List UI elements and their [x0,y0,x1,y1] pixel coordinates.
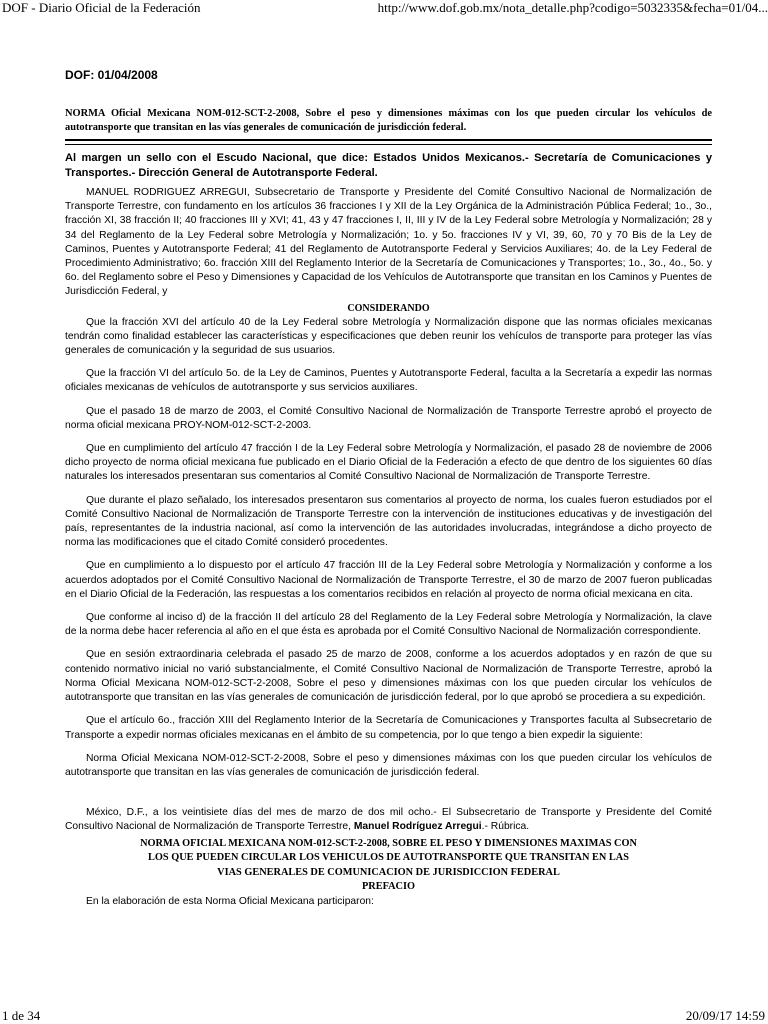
signature-paragraph [65,806,712,834]
signature-rubrica: .- Rúbrica. [481,821,530,833]
print-footer [0,1008,768,1024]
print-header-url: http://www.dof.gob.mx/nota_detalle.php?codigo=5032335&fecha=01/04... [377,0,768,15]
considerando-heading: CONSIDERANDO [347,302,430,314]
considerando-paragraph: Que en sesión extraordinaria celebrada el pasado 25 de marzo de 2008, conforme a los acuerdos adoptados y en razón de que su contenido normativo inicial no varió substancialmente, el Comité Consultivo Nacional de Normalización de Transporte Terrestre, aprobó la Norma Oficial Mexicana NOM-012-SCT-2-2008, Sobre el peso y dimensiones máximas con los que pueden circular los vehículos de autotransporte que transitan en las vías generales de comunicación de jurisdicción federal, por lo que aprobó se procediera a su expedición. [65,649,712,704]
section-spacer [65,789,712,806]
print-header-title: DOF - Diario Oficial de la Federación [2,0,201,15]
title-divider-thick [65,139,712,141]
document-title: NORMA Oficial Mexicana NOM-012-SCT-2-2008, Sobre el peso y dimensiones máximas con los que pueden circular los vehículos de autotransporte que transitan en las vías generales de comunicación de jurisdicción federal. [65,108,712,133]
print-header [0,0,768,16]
considerando-paragraph: Que el pasado 18 de marzo de 2003, el Comité Consultivo Nacional de Normalización de Transporte Terrestre aprobó el proyecto de norma oficial mexicana PROY-NOM-012-SCT-2-2003. [65,405,712,431]
considerando-paragraph: Que en cumplimiento a lo dispuesto por el artículo 47 fracción III de la Ley Federal sobre Metrología y Normalización y conforme a los acuerdos adoptados por el Comité Consultivo Nacional de Normalización de Transporte Terrestre, el 30 de marzo de 2007 fueron publicadas en el Diario Oficial de la Federación, las respuestas a los comentarios recibidos en relación al proyecto de norma oficial mexicana en cita. [65,560,712,600]
norma-heading [65,837,712,895]
print-timestamp: 20/09/17 14:59 [685,1008,765,1023]
signature-text: México, D.F., a los veintisiete días del mes de marzo de dos mil ocho.- El Subsecretario de Transporte y Presidente del Comité Consultivo Nacional de Normalización de Transporte Terrestre, [65,807,712,833]
considerando-paragraph: Que conforme al inciso d) de la fracción II del artículo 28 del Reglamento de la Ley Federal sobre Metrología y Normalización, la clave de la norma debe hacer referencia al año en el que ésta es aprobada por el Comité Consultivo Nacional de Normalización correspondiente. [65,612,712,638]
norma-heading-line: LOS QUE PUEDEN CIRCULAR LOS VEHICULOS DE AUTOTRANSPORTE QUE TRANSITAN EN LAS [148,852,629,864]
considerando-paragraph: Que durante el plazo señalado, los interesados presentaron sus comentarios al proyecto de norma, los cuales fueron estudiados por el Comité Consultivo Nacional de Normalización de Transporte Terrestre con la intervención de instituciones educativas y de investigación del país, representantes de la industria nacional, así como la intervención de las autoridades involucradas, integrándose a dicho proyecto de norma las modificaciones que el citado Comité consideró procedentes. [65,494,712,549]
prefacio-heading: PREFACIO [361,881,415,893]
dof-date: DOF: 01/04/2008 [65,68,158,82]
margin-note: Al margen un sello con el Escudo Nacional, que dice: Estados Unidos Mexicanos.- Secretaría de Comunicaciones y Transportes.- Dirección General de Autotransporte Federal. [65,152,712,179]
signatory-name: Manuel Rodríguez Arregui [353,821,482,833]
title-divider-thin [65,144,712,145]
document-page [65,68,712,909]
norma-heading-line: NORMA OFICIAL MEXICANA NOM-012-SCT-2-2008, SOBRE EL PESO Y DIMENSIONES MAXIMAS CON [140,837,637,849]
prefacio-text: En la elaboración de esta Norma Oficial Mexicana participaron: [86,895,374,907]
page-number: 1 de 34 [2,1008,41,1023]
norma-name-paragraph: Norma Oficial Mexicana NOM-012-SCT-2-2008, Sobre el peso y dimensiones máximas con los que pueden circular los vehículos de autotransporte que transitan en las vías generales de comunicación de jurisdicción federal. [65,752,712,778]
considerando-paragraph: Que el artículo 6o., fracción XIII del Reglamento Interior de la Secretaría de Comunicaciones y Transportes faculta al Subsecretario de Transporte a expedir normas oficiales mexicanas en el ámbito de su competencia, por lo que tengo a bien expedir la siguiente: [65,715,712,741]
norma-heading-line: VIAS GENERALES DE COMUNICACION DE JURISDICCION FEDERAL [217,866,560,878]
considerando-paragraph: Que la fracción XVI del artículo 40 de la Ley Federal sobre Metrología y Normalización dispone que las normas oficiales mexicanas tendrán como finalidad establecer las características y especificaciones que deben reunir los vehículos de transporte para proteger las vías generales de comunicación y la seguridad de sus usuarios. [65,316,712,357]
considerando-paragraph: Que en cumplimiento del artículo 47 fracción I de la Ley Federal sobre Metrología y Normalización, el pasado 28 de noviembre de 2006 dicho proyecto de norma oficial mexicana fue publicado en el Diario Oficial de la Federación a efecto de que dentro de los siguientes 60 días naturales los interesados presentaran sus comentarios al Comité Consultivo Nacional de Normalización de Transporte Terrestre. [65,443,712,483]
considerando-paragraph: Que la fracción VI del artículo 5o. de la Ley de Caminos, Puentes y Autotransporte Federal, faculta a la Secretaría a expedir las normas oficiales mexicanas de vehículos de autotransporte y sus servicios auxiliares. [65,368,712,394]
intro-paragraph: MANUEL RODRIGUEZ ARREGUI, Subsecretario de Transporte y Presidente del Comité Consultivo Nacional de Normalización de Transporte Terrestre, con fundamento en los artículos 36 fracciones I y XII de la Ley Orgánica de la Administración Pública Federal; 1o., 3o., fracción XI, 38 fracción II; 40 fracciones III y XVI; 41, 43 y 47 fracciones I, II, III y IV de la Ley Federal sobre Metrología y Normalización; 28 y 34 del Reglamento de la Ley Federal sobre Metrología y Normalización; 1o. y 5o. fracciones IV y VI, 39, 60, 70 y 70 Bis de la Ley de Caminos, Puentes y Autotransporte Federal; 41 del Reglamento de Autotransporte Federal y Servicios Auxiliares; 4o. de la Ley Federal de Procedimiento Administrativo; 6o. fracción XIII del Reglamento Interior de la Secretaría de Comunicaciones y Transportes; 1o., 3o., 4o., 5o. y 6o. del Reglamento sobre el Peso y Dimensiones y Capacidad de los Vehículos de Autotransporte que transitan en los Caminos y Puentes de Jurisdicción Federal, y [65,187,712,298]
